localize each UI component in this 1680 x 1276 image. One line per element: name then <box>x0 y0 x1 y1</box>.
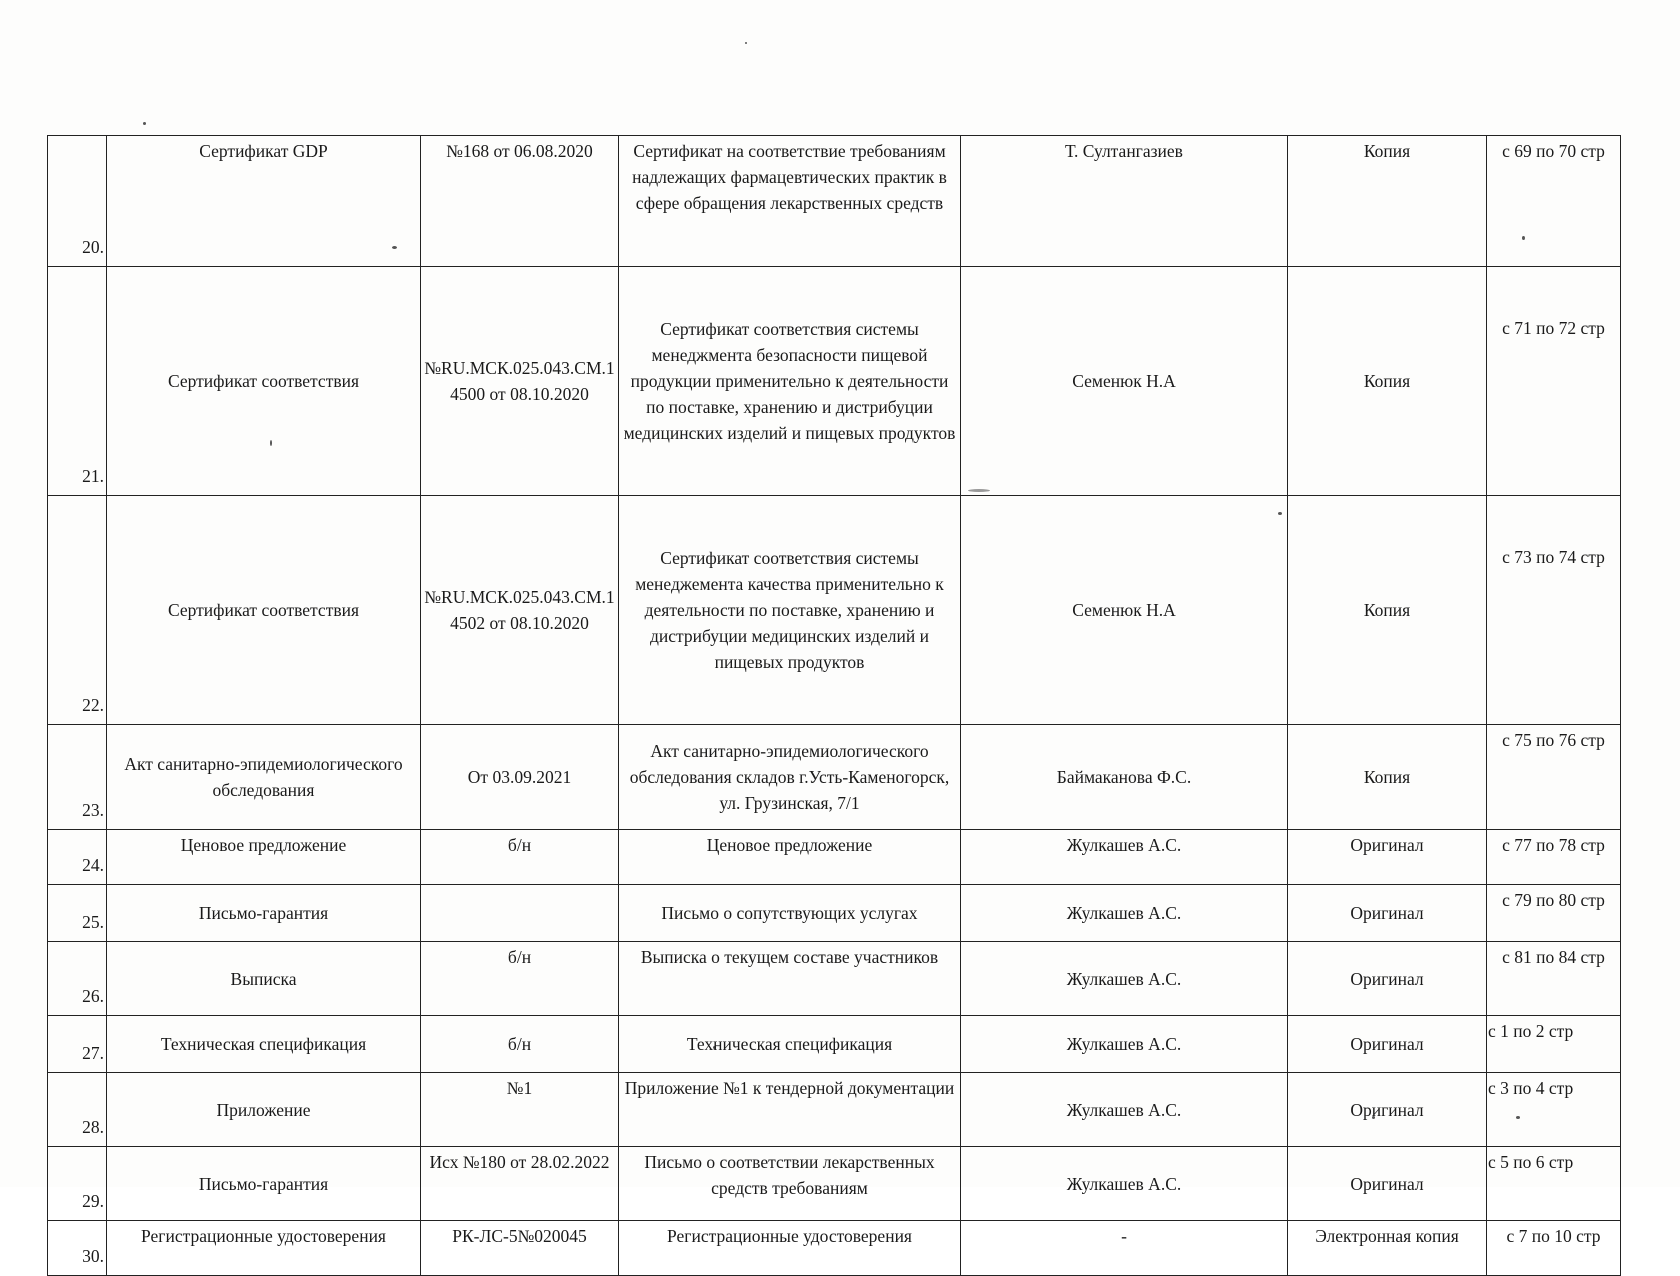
row-number: 27. <box>48 1016 107 1073</box>
document-name: Выписка <box>107 942 421 1016</box>
row-number: 30. <box>48 1221 107 1276</box>
document-description: Приложение №1 к тендерной документации <box>619 1073 961 1147</box>
document-signer: Жулкашев А.С. <box>961 1147 1288 1221</box>
document-description: Письмо о соответствии лекарственных средств требованиям <box>619 1147 961 1221</box>
row-number: 23. <box>48 725 107 830</box>
document-form: Оригинал <box>1288 885 1487 942</box>
document-signer: Жулкашев А.С. <box>961 1016 1288 1073</box>
document-number: №168 от 06.08.2020 <box>421 136 619 267</box>
document-form: Оригинал <box>1288 1073 1487 1147</box>
document-name: Письмо-гарантия <box>107 885 421 942</box>
document-description: Регистрационные удостоверения <box>619 1221 961 1276</box>
document-signer: Жулкашев А.С. <box>961 830 1288 885</box>
table-row <box>48 885 1621 942</box>
document-pages: с 5 по 6 стр <box>1487 1147 1621 1221</box>
document-pages: с 81 по 84 стр <box>1487 942 1621 1016</box>
document-number: №RU.МСК.025.043.СМ.14502 от 08.10.2020 <box>421 496 619 725</box>
scan-speck <box>143 122 146 125</box>
table-row <box>48 942 1621 1016</box>
document-number: От 03.09.2021 <box>421 725 619 830</box>
document-number: б/н <box>421 1016 619 1073</box>
table-row <box>48 1073 1621 1147</box>
document-name: Техническая спецификация <box>107 1016 421 1073</box>
document-description: Сертификат соответствия системы менеджемента качества применительно к деятельности по поставке, хранению и дистрибуции медицинских изделий и пищевых продуктов <box>619 496 961 725</box>
document-number: №1 <box>421 1073 619 1147</box>
document-name: Приложение <box>107 1073 421 1147</box>
document-number: б/н <box>421 942 619 1016</box>
document-signer: Баймаканова Ф.С. <box>961 725 1288 830</box>
table-row <box>48 830 1621 885</box>
table-row <box>48 136 1621 267</box>
document-form: Копия <box>1288 496 1487 725</box>
document-form: Копия <box>1288 725 1487 830</box>
document-name: Сертификат GDP <box>107 136 421 267</box>
document-form: Оригинал <box>1288 830 1487 885</box>
document-signer: Семенюк Н.А <box>961 267 1288 496</box>
row-number: 25. <box>48 885 107 942</box>
document-pages: с 75 по 76 стр <box>1487 725 1621 830</box>
row-number: 22. <box>48 496 107 725</box>
document-pages: с 1 по 2 стр <box>1487 1016 1621 1073</box>
document-description: Письмо о сопутствующих услугах <box>619 885 961 942</box>
table-row <box>48 725 1621 830</box>
document-pages: с 73 по 74 стр <box>1487 496 1621 725</box>
row-number: 28. <box>48 1073 107 1147</box>
row-number: 29. <box>48 1147 107 1221</box>
table-row <box>48 1147 1621 1221</box>
table-row <box>48 1221 1621 1276</box>
document-number: РК-ЛС-5№020045 <box>421 1221 619 1276</box>
document-description: Акт санитарно-эпидемиологического обследования складов г.Усть-Каменогорск, ул. Грузинская, 7/1 <box>619 725 961 830</box>
document-signer: Жулкашев А.С. <box>961 942 1288 1016</box>
document-name: Сертификат соответствия <box>107 496 421 725</box>
table-row <box>48 1016 1621 1073</box>
document-name: Письмо-гарантия <box>107 1147 421 1221</box>
document-form: Оригинал <box>1288 942 1487 1016</box>
documents-table <box>47 135 1621 1276</box>
document-number: №RU.МСК.025.043.СМ.14500 от 08.10.2020 <box>421 267 619 496</box>
document-number: Исх №180 от 28.02.2022 <box>421 1147 619 1221</box>
document-signer: - <box>961 1221 1288 1276</box>
table-row <box>48 267 1621 496</box>
document-pages: с 3 по 4 стр <box>1487 1073 1621 1147</box>
document-signer: Жулкашев А.С. <box>961 1073 1288 1147</box>
row-number: 26. <box>48 942 107 1016</box>
document-description: Выписка о текущем составе участников <box>619 942 961 1016</box>
document-name: Сертификат соответствия <box>107 267 421 496</box>
document-description: Сертификат на соответствие требованиям надлежащих фармацевтических практик в сфере обращения лекарственных средств <box>619 136 961 267</box>
row-number: 24. <box>48 830 107 885</box>
document-name: Ценовое предложение <box>107 830 421 885</box>
document-name: Акт санитарно-эпидемиологического обследования <box>107 725 421 830</box>
document-form: Копия <box>1288 136 1487 267</box>
document-signer: Семенюк Н.А <box>961 496 1288 725</box>
document-name: Регистрационные удостоверения <box>107 1221 421 1276</box>
document-pages: с 7 по 10 стр <box>1487 1221 1621 1276</box>
document-form: Оригинал <box>1288 1016 1487 1073</box>
scan-speck <box>745 42 747 44</box>
document-number <box>421 885 619 942</box>
document-description: Сертификат соответствия системы менеджмента безопасности пищевой продукции применительно к деятельности по поставке, хранению и дистрибуции медицинских изделий и пищевых продуктов <box>619 267 961 496</box>
document-form: Электронная копия <box>1288 1221 1487 1276</box>
document-signer: Жулкашев А.С. <box>961 885 1288 942</box>
document-description: Техническая спецификация <box>619 1016 961 1073</box>
document-pages: с 69 по 70 стр <box>1487 136 1621 267</box>
document-pages: с 79 по 80 стр <box>1487 885 1621 942</box>
row-number: 20. <box>48 136 107 267</box>
document-pages: с 77 по 78 стр <box>1487 830 1621 885</box>
row-number: 21. <box>48 267 107 496</box>
document-pages: с 71 по 72 стр <box>1487 267 1621 496</box>
document-description: Ценовое предложение <box>619 830 961 885</box>
document-form: Оригинал <box>1288 1147 1487 1221</box>
document-signer: Т. Султангазиев <box>961 136 1288 267</box>
document-form: Копия <box>1288 267 1487 496</box>
table-row <box>48 496 1621 725</box>
document-number: б/н <box>421 830 619 885</box>
